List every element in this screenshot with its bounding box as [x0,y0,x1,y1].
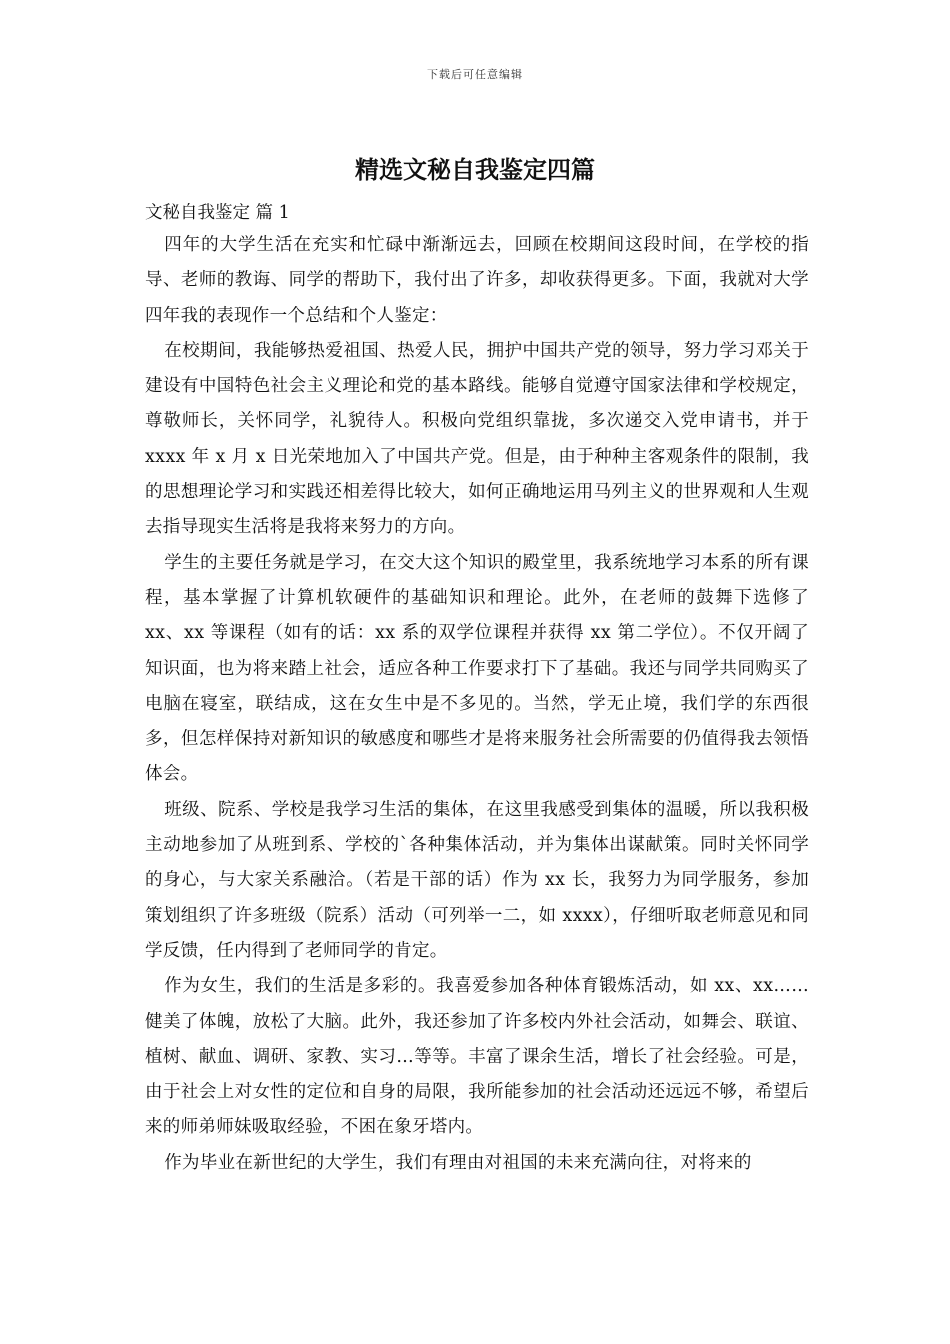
header-note: 下载后可任意编辑 [427,68,523,81]
section-label: 文秘自我鉴定 篇 1 [145,203,290,223]
paragraph-4: 班级、院系、学校是我学习生活的集体，在这里我感受到集体的温暖，所以我积极主动地参加了从班到系、学校的`各种集体活动，并为集体出谋献策。同时关怀同学的身心，与大家关系融洽。（若是干部的话）作为 xx 长，我努力为同学服务，参加策划组织了许多班级（院系）活动（可列举一二，如 xxxx），仔细听取老师意见和同学反馈，任内得到了老师同学的肯定。 [145,799,809,961]
paragraph-3: 学生的主要任务就是学习，在交大这个知识的殿堂里，我系统地学习本系的所有课程，基本掌握了计算机软硬件的基础知识和理论。此外，在老师的鼓舞下选修了 xx、xx 等课程（如有的话：xx 系的双学位课程并获得 xx 第二学位）。不仅开阔了知识面，也为将来踏上社会，适应各种工作要求打下了基础。我还与同学共同购买了电脑在寝室，联结成，这在女生中是不多见的。当然，学无止境，我们学的东西很多，但怎样保持对新知识的敏感度和哪些才是将来服务社会所需要的仍值得我去领悟体会。 [145,552,809,785]
document-title: 精选文秘自我鉴定四篇 [355,155,595,184]
paragraph-1: 四年的大学生活在充实和忙碌中渐渐远去，回顾在校期间这段时间，在学校的指导、老师的教诲、同学的帮助下，我付出了许多，却收获得更多。下面，我就对大学四年我的表现作一个总结和个人鉴定： [145,235,809,326]
paragraph-5: 作为女生，我们的生活是多彩的。我喜爱参加各种体育锻炼活动，如 xx、xx……健美了体魄，放松了大脑。此外，我还参加了许多校内外社会活动，如舞会、联谊、植树、献血、调研、家教、实习…等等。丰富了课余生活，增长了社会经验。可是，由于社会上对女性的定位和自身的局限，我所能参加的社会活动还远远不够，希望后来的师弟师妹吸取经验，不困在象牙塔内。 [145,976,809,1138]
document-body [145,198,809,1181]
paragraph-2: 在校期间，我能够热爱祖国、热爱人民，拥护中国共产党的领导，努力学习邓关于建设有中国特色社会主义理论和党的基本路线。能够自觉遵守国家法律和学校规定，尊敬师长，关怀同学，礼貌待人。积极向党组织靠拢，多次递交入党申请书，并于 xxxx 年 x 月 x 日光荣地加入了中国共产党。但是，由于种种主客观条件的限制，我的思想理论学习和实践还相差得比较大，如何正确地运用马列主义的世界观和人生观去指导现实生活将是我将来努力的方向。 [145,340,809,538]
paragraph-6: 作为毕业在新世纪的大学生，我们有理由对祖国的未来充满向往，对将来的 [164,1152,752,1173]
